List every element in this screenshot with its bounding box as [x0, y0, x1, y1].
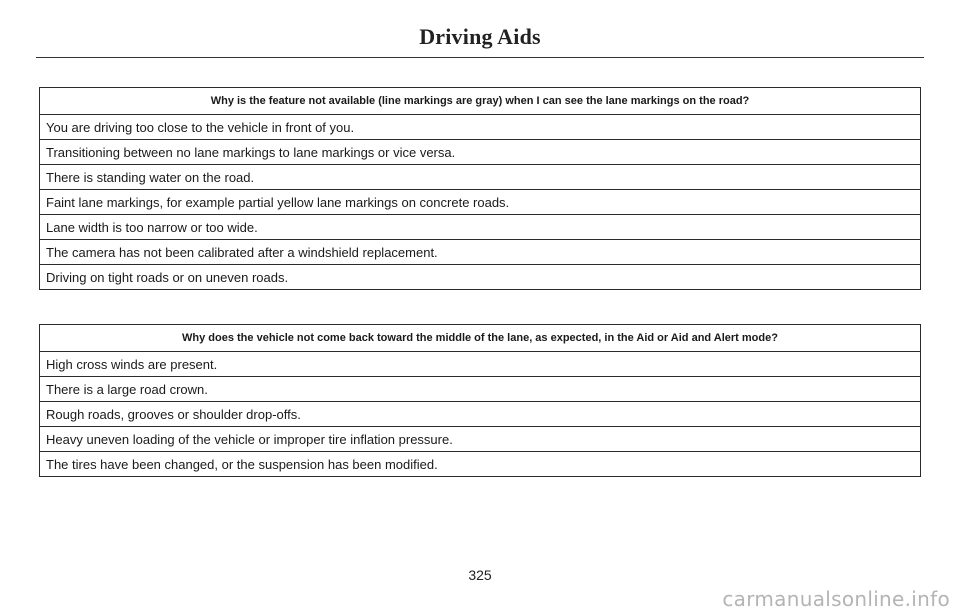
table-row: [40, 240, 921, 265]
table-row: [40, 140, 921, 165]
table-cell: There is standing water on the road.: [40, 165, 921, 190]
watermark: carmanualsonline.info: [722, 587, 950, 611]
table-question-header: Why does the vehicle not come back toward the middle of the lane, as expected, in the Aid or Aid and Alert mode?: [40, 325, 921, 352]
faq-table-line-markings: [39, 87, 921, 290]
table-row: [40, 165, 921, 190]
table-question-header: Why is the feature not available (line markings are gray) when I can see the lane markings on the road?: [40, 88, 921, 115]
title-divider: [36, 57, 924, 58]
table-row: [40, 452, 921, 477]
table-row: [40, 427, 921, 452]
table-cell: Faint lane markings, for example partial yellow lane markings on concrete roads.: [40, 190, 921, 215]
table-header-row: [40, 88, 921, 115]
table-cell: The camera has not been calibrated after a windshield replacement.: [40, 240, 921, 265]
table-row: [40, 352, 921, 377]
table-row: [40, 115, 921, 140]
faq-table-lane-centering: [39, 324, 921, 477]
table-cell: Lane width is too narrow or too wide.: [40, 215, 921, 240]
table-row: [40, 402, 921, 427]
page-number: 325: [468, 567, 492, 583]
table-cell: You are driving too close to the vehicle in front of you.: [40, 115, 921, 140]
table-row: [40, 377, 921, 402]
table-cell: Driving on tight roads or on uneven roads.: [40, 265, 921, 290]
table-cell: Heavy uneven loading of the vehicle or improper tire inflation pressure.: [40, 427, 921, 452]
table-cell: High cross winds are present.: [40, 352, 921, 377]
page-title: Driving Aids: [419, 24, 541, 49]
table-row: [40, 190, 921, 215]
table-header-row: [40, 325, 921, 352]
table-row: [40, 215, 921, 240]
table-cell: Transitioning between no lane markings to lane markings or vice versa.: [40, 140, 921, 165]
table-cell: Rough roads, grooves or shoulder drop-offs.: [40, 402, 921, 427]
table-cell: There is a large road crown.: [40, 377, 921, 402]
table-row: [40, 265, 921, 290]
table-cell: The tires have been changed, or the suspension has been modified.: [40, 452, 921, 477]
